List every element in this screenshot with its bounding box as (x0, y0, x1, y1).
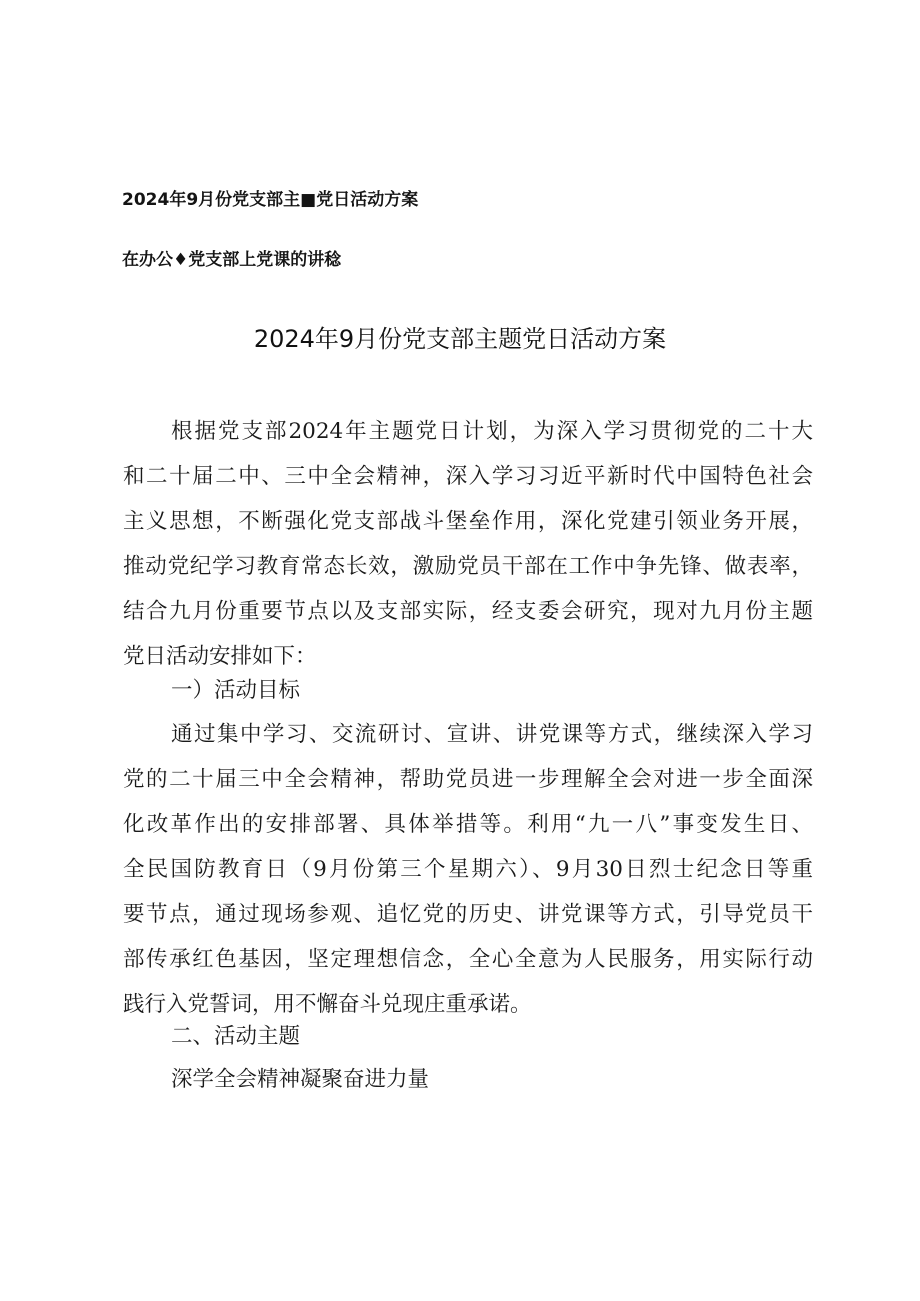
section-heading-text: 一）活动目标 (171, 678, 301, 703)
toc-entry-party-lecture: 在办公♦党支部上党课的讲稔 (122, 250, 342, 270)
paragraph-line: 结合九月份重要节点以及支部实际，经支委会研究，现对九月份主题 (123, 599, 813, 624)
paragraph-line: 推动党纪学习教育常态长效，激励党员干部在工作中争先锋、做表率， (123, 554, 813, 579)
section-heading-text: 二、活动主题 (171, 1024, 301, 1049)
toc-entry-activity-plan: 2024年9月份党支部主■党日活动方案 (122, 190, 419, 210)
paragraph-line: 党的二十届三中全会精神，帮助党员进一步理解全会对进一步全面深 (123, 767, 813, 792)
theme-paragraph (123, 1057, 813, 1102)
paragraph-line: 主义思想，不断强化党支部战斗堡垒作用，深化党建引领业务开展， (123, 509, 813, 534)
paragraph-line: 根据党支部2024年主题党日计划，为深入学习贯彻党的二十大 (171, 419, 813, 444)
section-heading-goals (123, 668, 813, 713)
goals-paragraph (123, 712, 813, 1027)
paragraph-line: 和二十届二中、三中全会精神，深入学习习近平新时代中国特色社会 (123, 464, 813, 489)
paragraph-line: 化改革作出的安排部署、具体举措等。利用“九一八”事变发生日、 (123, 812, 813, 837)
paragraph-line: 要节点，通过现场参观、追忆党的历史、讲党课等方式，引导党员干 (123, 902, 813, 927)
intro-paragraph (123, 409, 813, 679)
section-heading-theme (123, 1014, 813, 1059)
paragraph-line: 部传承红色基因，坚定理想信念，全心全意为人民服务，用实际行动 (123, 947, 813, 972)
paragraph-line: 通过集中学习、交流研讨、宣讲、讲党课等方式，继续深入学习 (171, 722, 813, 747)
document-title: 2024年9月份党支部主题党日活动方案 (253, 325, 667, 353)
paragraph-line: 党日活动安排如下： (123, 644, 317, 669)
paragraph-line: 深学全会精神凝聚奋进力量 (171, 1067, 430, 1092)
paragraph-line: 践行入党誓词，用不懈奋斗兑现庄重承诺。 (123, 992, 532, 1017)
paragraph-line: 全民国防教育日（9月份第三个星期六）、9月30日烈士纪念日等重 (123, 857, 813, 882)
